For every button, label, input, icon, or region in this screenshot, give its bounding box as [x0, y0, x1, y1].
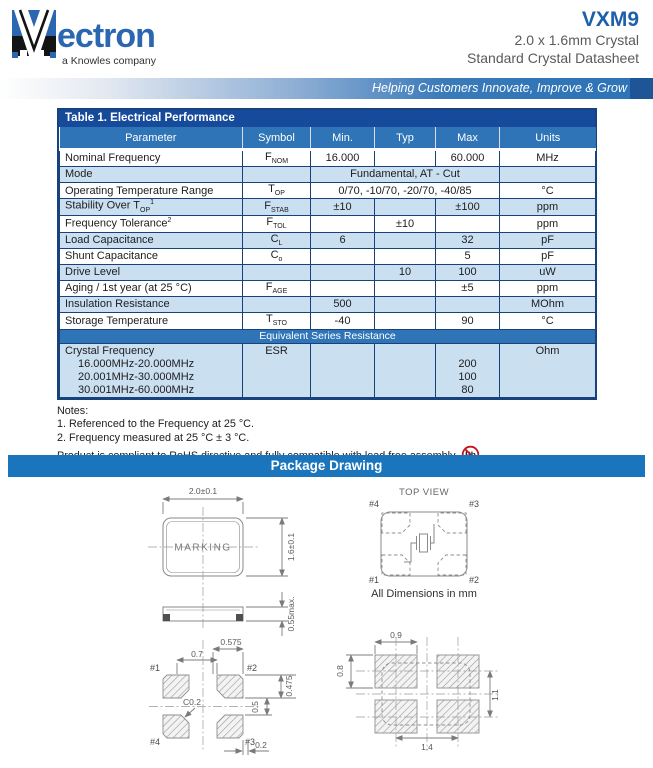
dim-pad-pitch-label: 0.575 — [220, 637, 242, 647]
col-min: Min. — [311, 127, 375, 150]
dim-land-pad-width-label: 0.9 — [390, 630, 402, 640]
table-row: Shunt Capacitance $C_o$ 5 pF — [60, 248, 596, 264]
pin-2-label: #2 — [247, 663, 258, 673]
table-title: Table 1. Electrical Performance — [59, 110, 595, 127]
dim-pad-height-label: 0.475 — [284, 675, 294, 697]
vectron-logo-icon — [12, 6, 172, 68]
table-row: Nominal Frequency $F_{NOM}$ 16.000 60.000 MHz — [60, 150, 596, 167]
esr-units: Ohm — [500, 343, 596, 397]
side-view-pad — [163, 614, 170, 621]
pin-1-label: #1 — [369, 575, 380, 585]
side-view-drawing — [163, 592, 296, 636]
marking-label: MARKING — [174, 542, 232, 554]
land-pattern-drawing — [335, 630, 500, 752]
table-row: Aging / 1st year (at 25 °C) $F_{AGE}$ ±5 ppm — [60, 281, 596, 297]
marking-view-drawing — [148, 486, 296, 630]
pin-1-label: #1 — [150, 663, 161, 673]
pad — [163, 675, 189, 698]
dim-thickness-label: 0.55max. — [286, 596, 296, 632]
table-row: Insulation Resistance 500 MOhm — [60, 297, 596, 313]
package-drawings — [0, 479, 653, 768]
electrical-performance-section — [57, 108, 597, 469]
table-row: Operating Temperature Range $T_{OP}$ 0/70, -10/70, -20/70, -40/85 °C — [60, 183, 596, 199]
pad — [217, 675, 243, 698]
pin-2-label: #2 — [468, 575, 479, 585]
dim-chamfer-label: C0.2 — [183, 697, 201, 707]
table-row: Frequency Tolerance$^2$ $F_{TOL}$ ±10 ppm — [60, 216, 596, 232]
esr-max-values: 200 100 80 — [436, 343, 500, 397]
dim-pad-offset-label: 0.2 — [255, 740, 267, 750]
product-doc-type: Standard Crystal Datasheet — [467, 50, 639, 67]
table-row: Drive Level 10 100 uW — [60, 265, 596, 281]
pad — [217, 715, 243, 738]
top-view-drawing — [369, 487, 479, 600]
esr-parameter: Crystal Frequency — [65, 344, 155, 357]
product-name: VXM9 — [581, 8, 639, 31]
top-view-label: TOP VIEW — [398, 487, 450, 498]
side-view-pad — [236, 614, 243, 621]
col-max: Max — [436, 127, 500, 150]
table-row: Storage Temperature $T_{STO}$ -40 90 °C — [60, 313, 596, 329]
dim-land-pad-height-label: 0.8 — [335, 665, 345, 677]
all-dimensions-note: All Dimensions in mm — [371, 588, 477, 600]
tagline-banner: Helping Customers Innovate, Improve & Grow — [0, 78, 653, 99]
package-drawing-banner: Package Drawing — [8, 455, 645, 477]
table-row: Load Capacitance $C_L$ 6 32 pF — [60, 232, 596, 248]
pad — [163, 715, 189, 738]
note-1: 1. Referenced to the Frequency at 25 °C. — [57, 418, 254, 431]
col-parameter: Parameter — [60, 127, 243, 150]
notes-heading: Notes: — [57, 404, 89, 417]
dim-pad-gap-label: 0.7 — [191, 649, 203, 659]
bottom-pad-view-drawing — [149, 637, 296, 755]
esr-section-header: Equivalent Series Resistance — [60, 329, 596, 343]
esr-frequency-ranges: 16.000MHz-20.000MHz 20.001MHz-30.000MHz 30.001MHz-60.000MHz — [78, 357, 195, 396]
crystal-symbol-icon — [404, 524, 434, 562]
electrical-performance-table-wrap — [57, 108, 597, 400]
col-units: Units — [500, 127, 596, 150]
electrical-performance-table — [59, 127, 596, 398]
dim-body-width-label: 2.0±0.1 — [188, 486, 218, 496]
pin-3-label: #3 — [245, 737, 256, 747]
pin-4-label: #4 — [150, 737, 161, 747]
table-row: Stability Over $T_{OP}^1$ $F_{STAB}$ ±10 ±100 ppm — [60, 199, 596, 216]
esr-symbol: ESR — [243, 343, 311, 397]
pin-4-label: #4 — [369, 499, 380, 509]
note-2: 2. Frequency measured at 25 °C ± 3 °C. — [57, 431, 250, 444]
table-header-row — [60, 127, 596, 150]
brand-text: ectron — [57, 17, 155, 55]
dim-body-height-label: 1.6±0.1 — [286, 532, 296, 562]
vectron-logo — [12, 6, 172, 73]
document-title-block — [467, 8, 639, 67]
brand-tagline: a Knowles company — [62, 55, 156, 67]
package-drawings-svg — [0, 479, 653, 763]
pin-3-label: #3 — [468, 499, 479, 509]
product-subtitle: 2.0 x 1.6mm Crystal — [514, 32, 639, 49]
dim-pad-vgap-label: 0.5 — [250, 701, 260, 713]
esr-row — [60, 343, 596, 397]
table-row: Mode Fundamental, AT - Cut — [60, 167, 596, 183]
col-typ: Typ — [375, 127, 436, 150]
dim-land-hpitch-label: 1.4 — [421, 742, 433, 752]
dim-land-vpitch-label: 1.1 — [490, 689, 500, 701]
col-symbol: Symbol — [243, 127, 311, 150]
